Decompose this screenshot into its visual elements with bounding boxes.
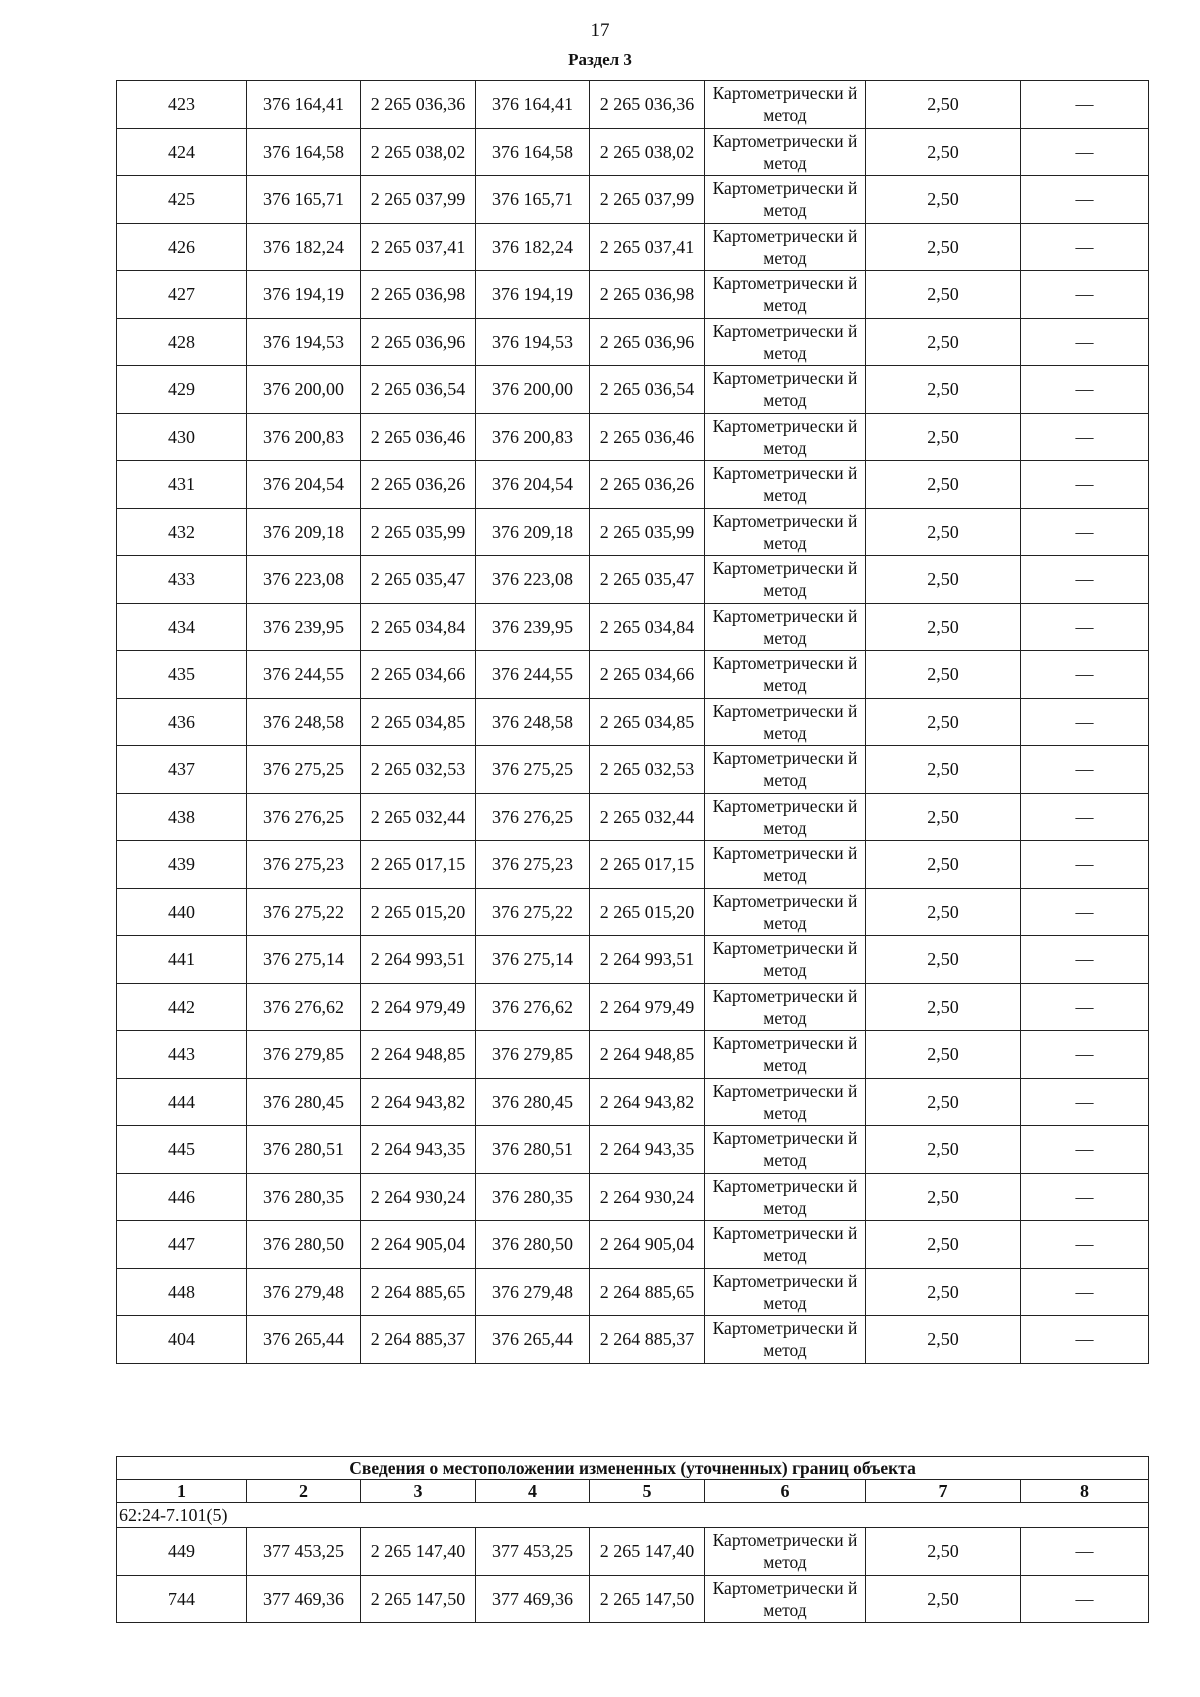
method-cell: Картометрически й метод bbox=[705, 1575, 866, 1623]
y-new-cell: 2 265 036,26 bbox=[590, 461, 705, 509]
column-number: 4 bbox=[476, 1480, 590, 1503]
x-existing-cell: 376 209,18 bbox=[247, 508, 361, 556]
accuracy-cell: 2,50 bbox=[866, 936, 1021, 984]
method-cell: Картометрически й метод bbox=[705, 983, 866, 1031]
x-existing-cell: 376 164,58 bbox=[247, 128, 361, 176]
x-new-cell: 376 209,18 bbox=[476, 508, 590, 556]
method-cell: Картометрически й метод bbox=[705, 746, 866, 794]
y-new-cell: 2 265 035,47 bbox=[590, 556, 705, 604]
y-existing-cell: 2 265 036,36 bbox=[361, 81, 476, 129]
y-new-cell: 2 265 037,41 bbox=[590, 223, 705, 271]
point-number-cell: 426 bbox=[117, 223, 247, 271]
y-new-cell: 2 265 036,36 bbox=[590, 81, 705, 129]
method-cell: Картометрически й метод bbox=[705, 936, 866, 984]
column-number: 6 bbox=[705, 1480, 866, 1503]
method-cell: Картометрически й метод bbox=[705, 366, 866, 414]
method-cell: Картометрически й метод bbox=[705, 841, 866, 889]
y-new-cell: 2 264 930,24 bbox=[590, 1173, 705, 1221]
description-cell: — bbox=[1021, 1316, 1149, 1364]
x-new-cell: 376 279,85 bbox=[476, 1031, 590, 1079]
y-existing-cell: 2 264 948,85 bbox=[361, 1031, 476, 1079]
method-cell: Картометрически й метод bbox=[705, 271, 866, 319]
y-new-cell: 2 264 979,49 bbox=[590, 983, 705, 1031]
description-cell: — bbox=[1021, 983, 1149, 1031]
description-cell: — bbox=[1021, 1078, 1149, 1126]
y-new-cell: 2 265 034,66 bbox=[590, 651, 705, 699]
description-cell: — bbox=[1021, 318, 1149, 366]
x-new-cell: 377 469,36 bbox=[476, 1575, 590, 1623]
accuracy-cell: 2,50 bbox=[866, 1528, 1021, 1576]
accuracy-cell: 2,50 bbox=[866, 1575, 1021, 1623]
accuracy-cell: 2,50 bbox=[866, 128, 1021, 176]
accuracy-cell: 2,50 bbox=[866, 983, 1021, 1031]
coordinates-table bbox=[116, 80, 1149, 1364]
accuracy-cell: 2,50 bbox=[866, 1126, 1021, 1174]
x-existing-cell: 376 244,55 bbox=[247, 651, 361, 699]
x-existing-cell: 376 204,54 bbox=[247, 461, 361, 509]
x-new-cell: 376 275,22 bbox=[476, 888, 590, 936]
column-number: 8 bbox=[1021, 1480, 1149, 1503]
point-number-cell: 449 bbox=[117, 1528, 247, 1576]
y-existing-cell: 2 265 035,47 bbox=[361, 556, 476, 604]
x-new-cell: 376 265,44 bbox=[476, 1316, 590, 1364]
x-existing-cell: 376 280,50 bbox=[247, 1221, 361, 1269]
x-new-cell: 376 194,19 bbox=[476, 271, 590, 319]
description-cell: — bbox=[1021, 366, 1149, 414]
point-number-cell: 427 bbox=[117, 271, 247, 319]
x-existing-cell: 376 164,41 bbox=[247, 81, 361, 129]
method-cell: Картометрически й метод bbox=[705, 1031, 866, 1079]
x-existing-cell: 376 239,95 bbox=[247, 603, 361, 651]
y-existing-cell: 2 265 034,66 bbox=[361, 651, 476, 699]
description-cell: — bbox=[1021, 413, 1149, 461]
column-number: 2 bbox=[247, 1480, 361, 1503]
accuracy-cell: 2,50 bbox=[866, 81, 1021, 129]
y-existing-cell: 2 265 036,26 bbox=[361, 461, 476, 509]
y-new-cell: 2 265 147,40 bbox=[590, 1528, 705, 1576]
y-existing-cell: 2 265 036,96 bbox=[361, 318, 476, 366]
description-cell: — bbox=[1021, 176, 1149, 224]
column-number-row bbox=[117, 1480, 1149, 1503]
method-cell: Картометрически й метод bbox=[705, 508, 866, 556]
y-new-cell: 2 264 943,35 bbox=[590, 1126, 705, 1174]
table-row bbox=[117, 1126, 1149, 1174]
table-row bbox=[117, 936, 1149, 984]
table-row bbox=[117, 603, 1149, 651]
x-existing-cell: 376 265,44 bbox=[247, 1316, 361, 1364]
method-cell: Картометрически й метод bbox=[705, 223, 866, 271]
page-number: 17 bbox=[590, 20, 610, 41]
y-new-cell: 2 265 015,20 bbox=[590, 888, 705, 936]
y-new-cell: 2 265 036,46 bbox=[590, 413, 705, 461]
point-number-cell: 430 bbox=[117, 413, 247, 461]
x-new-cell: 376 239,95 bbox=[476, 603, 590, 651]
description-cell: — bbox=[1021, 271, 1149, 319]
y-existing-cell: 2 265 034,85 bbox=[361, 698, 476, 746]
x-new-cell: 376 164,58 bbox=[476, 128, 590, 176]
table-heading: Сведения о местоположении измененных (уточненных) границ объекта bbox=[117, 1457, 1149, 1480]
x-existing-cell: 376 279,85 bbox=[247, 1031, 361, 1079]
x-new-cell: 376 164,41 bbox=[476, 81, 590, 129]
x-new-cell: 376 280,35 bbox=[476, 1173, 590, 1221]
accuracy-cell: 2,50 bbox=[866, 413, 1021, 461]
x-existing-cell: 377 469,36 bbox=[247, 1575, 361, 1623]
description-cell: — bbox=[1021, 936, 1149, 984]
point-number-cell: 432 bbox=[117, 508, 247, 556]
y-existing-cell: 2 265 017,15 bbox=[361, 841, 476, 889]
x-new-cell: 376 279,48 bbox=[476, 1268, 590, 1316]
y-existing-cell: 2 265 037,41 bbox=[361, 223, 476, 271]
x-existing-cell: 376 223,08 bbox=[247, 556, 361, 604]
description-cell: — bbox=[1021, 651, 1149, 699]
y-new-cell: 2 265 037,99 bbox=[590, 176, 705, 224]
point-number-cell: 440 bbox=[117, 888, 247, 936]
point-number-cell: 437 bbox=[117, 746, 247, 794]
accuracy-cell: 2,50 bbox=[866, 508, 1021, 556]
y-existing-cell: 2 264 943,82 bbox=[361, 1078, 476, 1126]
y-new-cell: 2 264 885,37 bbox=[590, 1316, 705, 1364]
y-new-cell: 2 265 036,54 bbox=[590, 366, 705, 414]
y-existing-cell: 2 265 032,53 bbox=[361, 746, 476, 794]
changed-boundaries-table bbox=[116, 1456, 1149, 1623]
object-identifier-row bbox=[117, 1503, 1149, 1528]
y-new-cell: 2 265 034,84 bbox=[590, 603, 705, 651]
accuracy-cell: 2,50 bbox=[866, 1268, 1021, 1316]
x-new-cell: 376 280,50 bbox=[476, 1221, 590, 1269]
table-row bbox=[117, 556, 1149, 604]
accuracy-cell: 2,50 bbox=[866, 1078, 1021, 1126]
x-new-cell: 376 280,45 bbox=[476, 1078, 590, 1126]
method-cell: Картометрически й метод bbox=[705, 461, 866, 509]
x-existing-cell: 377 453,25 bbox=[247, 1528, 361, 1576]
x-existing-cell: 376 182,24 bbox=[247, 223, 361, 271]
x-existing-cell: 376 194,53 bbox=[247, 318, 361, 366]
table-row bbox=[117, 461, 1149, 509]
column-number: 1 bbox=[117, 1480, 247, 1503]
table-row bbox=[117, 793, 1149, 841]
y-new-cell: 2 265 036,98 bbox=[590, 271, 705, 319]
accuracy-cell: 2,50 bbox=[866, 793, 1021, 841]
x-new-cell: 376 280,51 bbox=[476, 1126, 590, 1174]
table-row bbox=[117, 746, 1149, 794]
description-cell: — bbox=[1021, 1221, 1149, 1269]
point-number-cell: 423 bbox=[117, 81, 247, 129]
table-row bbox=[117, 888, 1149, 936]
table-row bbox=[117, 508, 1149, 556]
y-new-cell: 2 265 032,44 bbox=[590, 793, 705, 841]
x-new-cell: 376 200,83 bbox=[476, 413, 590, 461]
x-existing-cell: 376 200,83 bbox=[247, 413, 361, 461]
x-new-cell: 376 276,62 bbox=[476, 983, 590, 1031]
point-number-cell: 425 bbox=[117, 176, 247, 224]
method-cell: Картометрически й метод bbox=[705, 318, 866, 366]
table-row bbox=[117, 1575, 1149, 1623]
method-cell: Картометрически й метод bbox=[705, 556, 866, 604]
point-number-cell: 436 bbox=[117, 698, 247, 746]
accuracy-cell: 2,50 bbox=[866, 318, 1021, 366]
point-number-cell: 438 bbox=[117, 793, 247, 841]
y-new-cell: 2 264 948,85 bbox=[590, 1031, 705, 1079]
table-row bbox=[117, 366, 1149, 414]
y-new-cell: 2 264 885,65 bbox=[590, 1268, 705, 1316]
description-cell: — bbox=[1021, 746, 1149, 794]
y-existing-cell: 2 265 032,44 bbox=[361, 793, 476, 841]
point-number-cell: 442 bbox=[117, 983, 247, 1031]
description-cell: — bbox=[1021, 1528, 1149, 1576]
method-cell: Картометрически й метод bbox=[705, 413, 866, 461]
point-number-cell: 447 bbox=[117, 1221, 247, 1269]
x-new-cell: 376 244,55 bbox=[476, 651, 590, 699]
description-cell: — bbox=[1021, 1126, 1149, 1174]
accuracy-cell: 2,50 bbox=[866, 1316, 1021, 1364]
method-cell: Картометрически й метод bbox=[705, 81, 866, 129]
description-cell: — bbox=[1021, 508, 1149, 556]
y-new-cell: 2 264 943,82 bbox=[590, 1078, 705, 1126]
accuracy-cell: 2,50 bbox=[866, 888, 1021, 936]
table-row bbox=[117, 1316, 1149, 1364]
table-row bbox=[117, 651, 1149, 699]
column-number: 3 bbox=[361, 1480, 476, 1503]
point-number-cell: 429 bbox=[117, 366, 247, 414]
y-existing-cell: 2 264 905,04 bbox=[361, 1221, 476, 1269]
method-cell: Картометрически й метод bbox=[705, 1528, 866, 1576]
point-number-cell: 431 bbox=[117, 461, 247, 509]
accuracy-cell: 2,50 bbox=[866, 698, 1021, 746]
method-cell: Картометрически й метод bbox=[705, 1078, 866, 1126]
y-existing-cell: 2 265 015,20 bbox=[361, 888, 476, 936]
method-cell: Картометрически й метод bbox=[705, 128, 866, 176]
point-number-cell: 428 bbox=[117, 318, 247, 366]
table-row bbox=[117, 128, 1149, 176]
x-new-cell: 376 248,58 bbox=[476, 698, 590, 746]
accuracy-cell: 2,50 bbox=[866, 1173, 1021, 1221]
y-existing-cell: 2 265 147,50 bbox=[361, 1575, 476, 1623]
table-row bbox=[117, 1221, 1149, 1269]
accuracy-cell: 2,50 bbox=[866, 841, 1021, 889]
y-existing-cell: 2 264 885,65 bbox=[361, 1268, 476, 1316]
table-row bbox=[117, 1528, 1149, 1576]
x-new-cell: 376 194,53 bbox=[476, 318, 590, 366]
x-new-cell: 377 453,25 bbox=[476, 1528, 590, 1576]
description-cell: — bbox=[1021, 793, 1149, 841]
description-cell: — bbox=[1021, 223, 1149, 271]
x-new-cell: 376 276,25 bbox=[476, 793, 590, 841]
table-row bbox=[117, 1078, 1149, 1126]
y-new-cell: 2 265 017,15 bbox=[590, 841, 705, 889]
y-new-cell: 2 265 032,53 bbox=[590, 746, 705, 794]
x-existing-cell: 376 200,00 bbox=[247, 366, 361, 414]
accuracy-cell: 2,50 bbox=[866, 1031, 1021, 1079]
x-existing-cell: 376 276,25 bbox=[247, 793, 361, 841]
description-cell: — bbox=[1021, 1575, 1149, 1623]
y-existing-cell: 2 265 037,99 bbox=[361, 176, 476, 224]
table-row bbox=[117, 176, 1149, 224]
method-cell: Картометрически й метод bbox=[705, 1126, 866, 1174]
method-cell: Картометрически й метод bbox=[705, 698, 866, 746]
table-row bbox=[117, 698, 1149, 746]
point-number-cell: 443 bbox=[117, 1031, 247, 1079]
point-number-cell: 445 bbox=[117, 1126, 247, 1174]
method-cell: Картометрически й метод bbox=[705, 1221, 866, 1269]
point-number-cell: 744 bbox=[117, 1575, 247, 1623]
x-new-cell: 376 204,54 bbox=[476, 461, 590, 509]
method-cell: Картометрически й метод bbox=[705, 1173, 866, 1221]
table-heading-row bbox=[117, 1457, 1149, 1480]
accuracy-cell: 2,50 bbox=[866, 223, 1021, 271]
table-row bbox=[117, 271, 1149, 319]
y-new-cell: 2 265 035,99 bbox=[590, 508, 705, 556]
description-cell: — bbox=[1021, 698, 1149, 746]
description-cell: — bbox=[1021, 556, 1149, 604]
description-cell: — bbox=[1021, 603, 1149, 651]
x-new-cell: 376 182,24 bbox=[476, 223, 590, 271]
point-number-cell: 424 bbox=[117, 128, 247, 176]
point-number-cell: 444 bbox=[117, 1078, 247, 1126]
table-row bbox=[117, 81, 1149, 129]
point-number-cell: 434 bbox=[117, 603, 247, 651]
x-existing-cell: 376 275,14 bbox=[247, 936, 361, 984]
y-existing-cell: 2 265 036,98 bbox=[361, 271, 476, 319]
y-new-cell: 2 264 905,04 bbox=[590, 1221, 705, 1269]
accuracy-cell: 2,50 bbox=[866, 746, 1021, 794]
y-new-cell: 2 265 036,96 bbox=[590, 318, 705, 366]
accuracy-cell: 2,50 bbox=[866, 651, 1021, 699]
y-new-cell: 2 265 038,02 bbox=[590, 128, 705, 176]
table-row bbox=[117, 413, 1149, 461]
point-number-cell: 441 bbox=[117, 936, 247, 984]
method-cell: Картометрически й метод bbox=[705, 176, 866, 224]
table-row bbox=[117, 223, 1149, 271]
x-new-cell: 376 275,14 bbox=[476, 936, 590, 984]
y-new-cell: 2 265 034,85 bbox=[590, 698, 705, 746]
x-existing-cell: 376 194,19 bbox=[247, 271, 361, 319]
y-new-cell: 2 264 993,51 bbox=[590, 936, 705, 984]
y-existing-cell: 2 264 930,24 bbox=[361, 1173, 476, 1221]
description-cell: — bbox=[1021, 1173, 1149, 1221]
method-cell: Картометрически й метод bbox=[705, 651, 866, 699]
table-row bbox=[117, 318, 1149, 366]
point-number-cell: 404 bbox=[117, 1316, 247, 1364]
y-existing-cell: 2 264 993,51 bbox=[361, 936, 476, 984]
method-cell: Картометрически й метод bbox=[705, 793, 866, 841]
x-new-cell: 376 165,71 bbox=[476, 176, 590, 224]
y-new-cell: 2 265 147,50 bbox=[590, 1575, 705, 1623]
y-existing-cell: 2 264 885,37 bbox=[361, 1316, 476, 1364]
x-existing-cell: 376 276,62 bbox=[247, 983, 361, 1031]
table-row bbox=[117, 1031, 1149, 1079]
point-number-cell: 439 bbox=[117, 841, 247, 889]
method-cell: Картометрически й метод bbox=[705, 1268, 866, 1316]
accuracy-cell: 2,50 bbox=[866, 271, 1021, 319]
x-existing-cell: 376 280,45 bbox=[247, 1078, 361, 1126]
column-number: 7 bbox=[866, 1480, 1021, 1503]
x-existing-cell: 376 165,71 bbox=[247, 176, 361, 224]
x-existing-cell: 376 280,35 bbox=[247, 1173, 361, 1221]
method-cell: Картометрически й метод bbox=[705, 1316, 866, 1364]
accuracy-cell: 2,50 bbox=[866, 176, 1021, 224]
x-existing-cell: 376 279,48 bbox=[247, 1268, 361, 1316]
table-row bbox=[117, 1268, 1149, 1316]
accuracy-cell: 2,50 bbox=[866, 603, 1021, 651]
y-existing-cell: 2 265 038,02 bbox=[361, 128, 476, 176]
object-identifier: 62:24-7.101(5) bbox=[117, 1503, 1149, 1528]
x-existing-cell: 376 275,25 bbox=[247, 746, 361, 794]
description-cell: — bbox=[1021, 461, 1149, 509]
point-number-cell: 448 bbox=[117, 1268, 247, 1316]
y-existing-cell: 2 265 036,46 bbox=[361, 413, 476, 461]
x-existing-cell: 376 275,22 bbox=[247, 888, 361, 936]
x-new-cell: 376 223,08 bbox=[476, 556, 590, 604]
point-number-cell: 435 bbox=[117, 651, 247, 699]
accuracy-cell: 2,50 bbox=[866, 366, 1021, 414]
description-cell: — bbox=[1021, 888, 1149, 936]
table-row bbox=[117, 983, 1149, 1031]
x-existing-cell: 376 275,23 bbox=[247, 841, 361, 889]
x-existing-cell: 376 248,58 bbox=[247, 698, 361, 746]
x-new-cell: 376 275,25 bbox=[476, 746, 590, 794]
y-existing-cell: 2 265 036,54 bbox=[361, 366, 476, 414]
point-number-cell: 433 bbox=[117, 556, 247, 604]
y-existing-cell: 2 264 943,35 bbox=[361, 1126, 476, 1174]
x-new-cell: 376 200,00 bbox=[476, 366, 590, 414]
column-number: 5 bbox=[590, 1480, 705, 1503]
method-cell: Картометрически й метод bbox=[705, 603, 866, 651]
table-row bbox=[117, 841, 1149, 889]
description-cell: — bbox=[1021, 81, 1149, 129]
point-number-cell: 446 bbox=[117, 1173, 247, 1221]
accuracy-cell: 2,50 bbox=[866, 1221, 1021, 1269]
description-cell: — bbox=[1021, 128, 1149, 176]
description-cell: — bbox=[1021, 1031, 1149, 1079]
accuracy-cell: 2,50 bbox=[866, 461, 1021, 509]
x-existing-cell: 376 280,51 bbox=[247, 1126, 361, 1174]
y-existing-cell: 2 265 035,99 bbox=[361, 508, 476, 556]
y-existing-cell: 2 264 979,49 bbox=[361, 983, 476, 1031]
y-existing-cell: 2 265 034,84 bbox=[361, 603, 476, 651]
table-row bbox=[117, 1173, 1149, 1221]
section-title: Раздел 3 bbox=[568, 50, 632, 69]
method-cell: Картометрически й метод bbox=[705, 888, 866, 936]
x-new-cell: 376 275,23 bbox=[476, 841, 590, 889]
accuracy-cell: 2,50 bbox=[866, 556, 1021, 604]
description-cell: — bbox=[1021, 1268, 1149, 1316]
y-existing-cell: 2 265 147,40 bbox=[361, 1528, 476, 1576]
description-cell: — bbox=[1021, 841, 1149, 889]
